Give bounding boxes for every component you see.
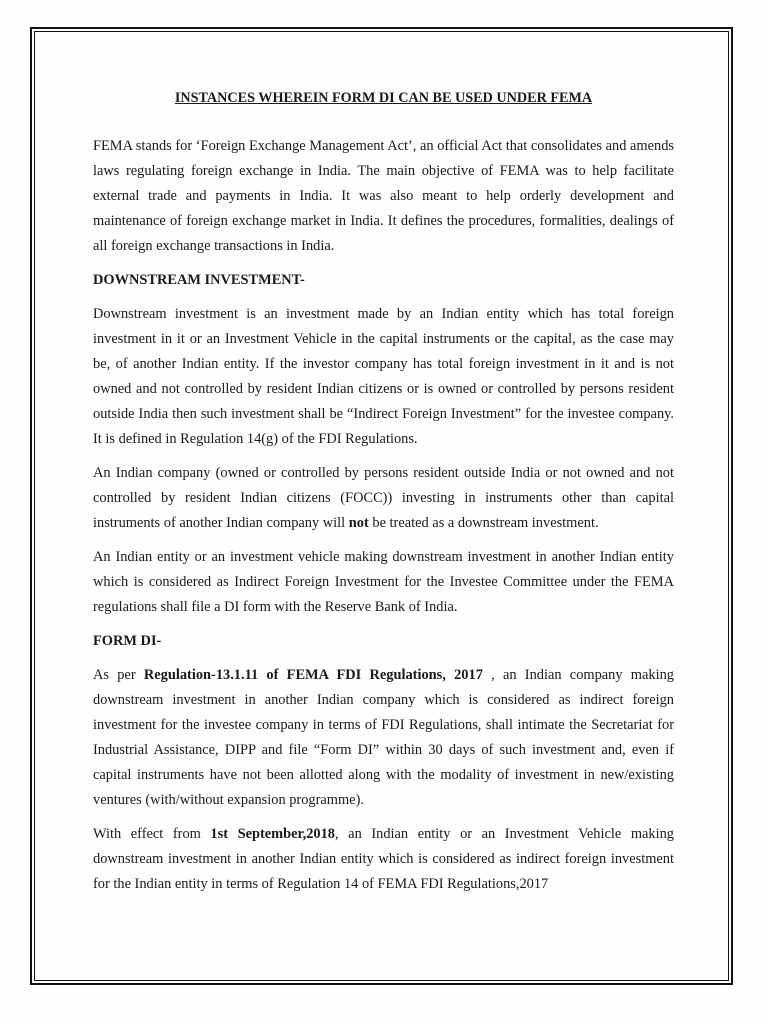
downstream-paragraph-2 — [93, 461, 674, 536]
form-di-heading: FORM DI- — [93, 633, 162, 649]
form-di-p1-text-after: , an Indian company making downstream investment in another Indian company which is considered as indirect foreign investment for the investee company in terms of FDI Regulations, shall intimate the Secretariat for Industrial Assistance, DIPP and file “Form DI” within 30 days of such investment and, even if capital instruments have not been allotted along with the modality of investment in new/existing ventures (with/without expansion programme). — [93, 667, 674, 808]
downstream-p2-text-before: An Indian company (owned or controlled by persons resident outside India or not owned and not controlled by resident Indian citizens (FOCC)) investing in instruments other than capital instruments of another Indian company will — [93, 465, 674, 531]
form-di-p1-regulation: Regulation-13.1.11 of FEMA FDI Regulations, 2017 — [143, 667, 483, 683]
form-di-p2-date: 1st September,2018 — [210, 826, 335, 842]
downstream-p2-text-after: be treated as a downstream investment. — [368, 515, 599, 531]
downstream-p2-emphasis: not — [348, 515, 369, 531]
downstream-paragraph-3: An Indian entity or an investment vehicle making downstream investment in another Indian entity which is considered as Indirect Foreign Investment for the Investee Committee under the FEMA regulations shall file a DI form with the Reserve Bank of India. — [93, 549, 674, 615]
form-di-p2-text-before: With effect from — [93, 826, 211, 842]
form-di-paragraph-2 — [93, 822, 674, 897]
document-body — [93, 86, 674, 906]
downstream-paragraph-1: Downstream investment is an investment made by an Indian entity which has total foreign investment in it or an Investment Vehicle in the capital instruments or the capital, as the case may be, of another Indian entity. If the investor company has total foreign investment in it and is not owned and not controlled by resident Indian citizens or is owned or controlled by persons resident outside India then such investment shall be “Indirect Foreign Investment” for the investee company. It is defined in Regulation 14(g) of the FDI Regulations. — [93, 306, 674, 447]
form-di-paragraph-1 — [93, 663, 674, 813]
document-title: INSTANCES WHEREIN FORM DI CAN BE USED UNDER FEMA — [174, 90, 593, 106]
downstream-heading: DOWNSTREAM INVESTMENT- — [93, 272, 305, 288]
form-di-p1-text-before: As per — [93, 667, 144, 683]
form-di-p2-text-after: , an Indian entity or an Investment Vehicle making downstream investment in another Indian entity which is considered as indirect foreign investment for the Indian entity in terms of Regulation 14 of FEMA FDI Regulations,2017 — [93, 826, 674, 892]
intro-paragraph: FEMA stands for ‘Foreign Exchange Management Act’, an official Act that consolidates and amends laws regulating foreign exchange in India. The main objective of FEMA was to help facilitate external trade and payments in India. It was also meant to help orderly development and maintenance of foreign exchange market in India. It defines the procedures, formalities, dealings of all foreign exchange transactions in India. — [93, 138, 674, 254]
